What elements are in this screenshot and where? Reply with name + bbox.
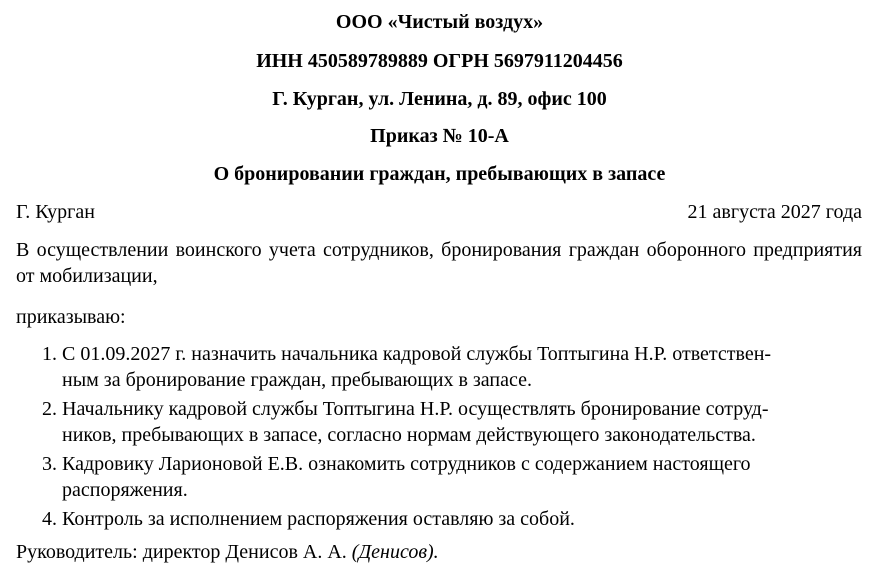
item-number: 3. (42, 453, 57, 475)
handwritten-signature: (Денисов). (351, 541, 439, 563)
item-number: 2. (42, 398, 57, 420)
company-name: ООО «Чистый воздух» (335, 11, 544, 33)
company-address: Г. Курган, ул. Ленина, д. 89, офис 100 (272, 88, 607, 110)
item-text: С 01.09.2027 г. назначить начальника кадровой службы Топтыгина Н.Р. ответствен- ным за бронирование граждан, пребывающих в запасе. (62, 343, 772, 391)
item-number: 1. (42, 343, 57, 365)
order-items-list (16, 341, 862, 535)
intro-paragraph: В осуществлении воинского учета сотрудников, бронирования граждан оборонного предприятия от мобилизации, (16, 239, 862, 287)
list-item (16, 506, 862, 532)
city: Г. Курган (16, 201, 95, 223)
item-text: Контроль за исполнением распоряжения оставляю за собой. (62, 508, 575, 530)
item-number: 4. (42, 508, 57, 530)
signatory: Руководитель: директор Денисов А. А. (16, 541, 347, 563)
list-item (16, 451, 862, 503)
order-word: приказываю: (16, 306, 126, 328)
place-date-line (16, 199, 862, 225)
order-title: Приказ № 10-А (370, 125, 509, 147)
company-requisites: ИНН 450589789889 ОГРН 5697911204456 (256, 50, 623, 72)
item-text: Кадровику Ларионовой Е.В. ознакомить сотрудников с содержанием настоящего распоряжения. (62, 453, 751, 501)
list-item (16, 396, 862, 448)
item-text: Начальнику кадровой службы Топтыгина Н.Р. осуществлять бронирование сотруд- ников, пребывающих в запасе, согласно нормам действующего законодательства. (62, 398, 769, 446)
signature-line (16, 539, 439, 565)
order-subject: О бронировании граждан, пребывающих в запасе (213, 163, 666, 185)
date: 21 августа 2027 года (687, 201, 862, 223)
list-item (16, 341, 862, 393)
